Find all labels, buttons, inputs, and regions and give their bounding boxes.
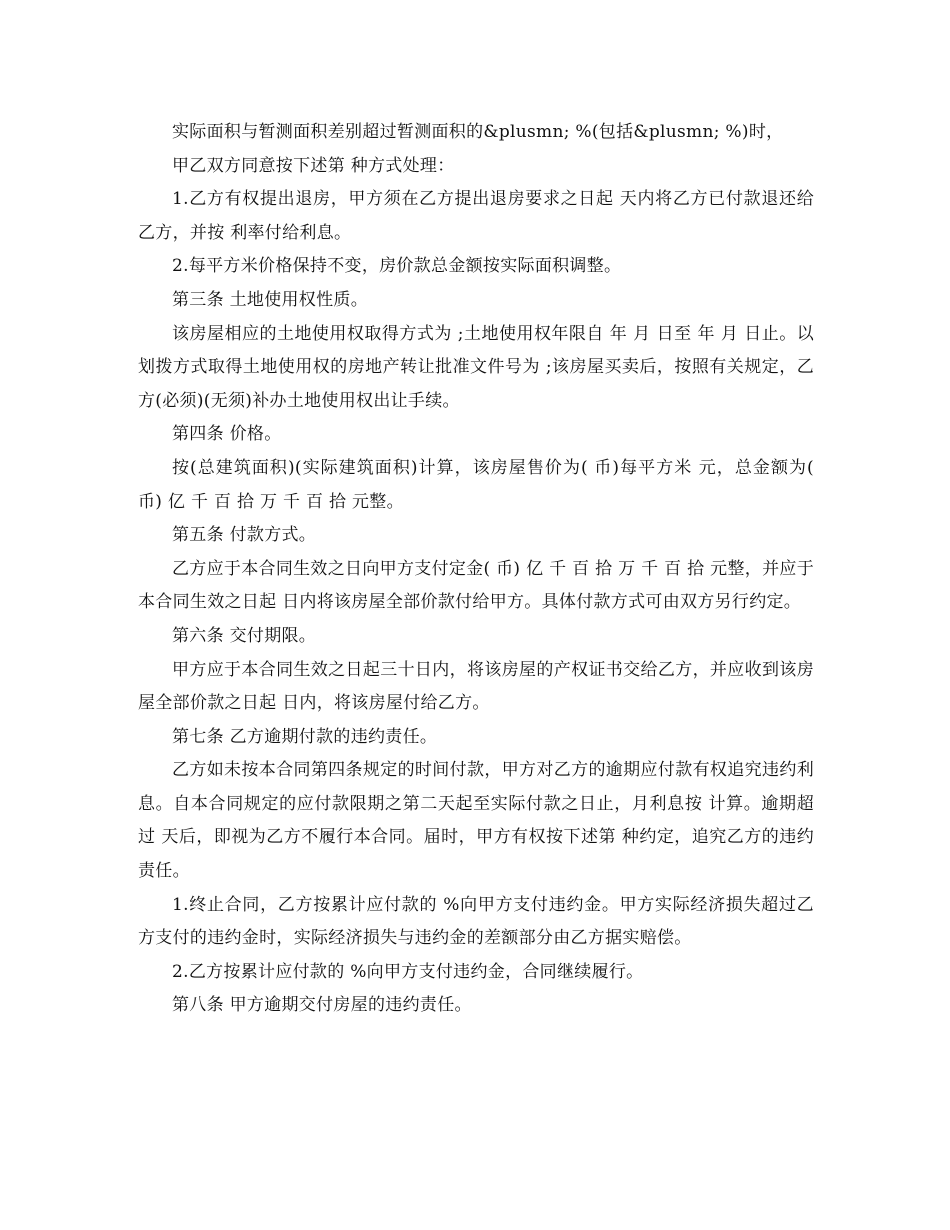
paragraph-late-payment: 乙方如未按本合同第四条规定的时间付款，甲方对乙方的逾期应付款有权追究违约利息。自本合同规定的应付款限期之第二天起至实际付款之日止，月利息按 计算。逾期超过 天后，即视为乙方不履行本合同。届时，甲方有权按下述第 种约定，追究乙方的违约责任。 [138,760,814,882]
article-3-heading: 第三条 土地使用权性质。 [172,289,369,310]
paragraph-continue-contract: 2.乙方按累计应付款的 %向甲方支付违约金，合同继续履行。 [172,961,644,982]
article-6-heading: 第六条 交付期限。 [172,625,317,646]
paragraph-handling-method: 甲乙双方同意按下述第 种方式处理： [172,155,455,176]
paragraph-option-refund: 1.乙方有权提出退房，甲方须在乙方提出退房要求之日起 天内将乙方已付款退还给乙方，并按 利率付给利息。 [138,189,814,243]
article-4-heading: 第四条 价格。 [172,424,282,445]
article-7-heading: 第七条 乙方逾期付款的违约责任。 [172,726,438,747]
paragraph-payment-method: 乙方应于本合同生效之日向甲方支付定金( 币) 亿 千 百 拾 万 千 百 拾 元整，并应于本合同生效之日起 日内将该房屋全部价款付给甲方。具体付款方式可由双方另行约定。 [138,558,814,613]
paragraph-land-use-right: 该房屋相应的土地使用权取得方式为 ;土地使用权年限自 年 月 日至 年 月 日止。以划拨方式取得土地使用权的房地产转让批准文件号为 ;该房屋买卖后，按照有关规定，乙方(必须)(无须)补办土地使用权出让手续。 [138,323,814,411]
article-5-heading: 第五条 付款方式。 [172,525,317,546]
paragraph-delivery-term: 甲方应于本合同生效之日起三十日内，将该房屋的产权证书交给乙方，并应收到该房屋全部价款之日起 日内，将该房屋付给乙方。 [138,659,814,714]
paragraph-option-adjust: 2.每平方米价格保持不变，房价款总金额按实际面积调整。 [172,256,622,277]
paragraph-terminate-contract: 1.终止合同，乙方按累计应付款的 %向甲方支付违约金。甲方实际经济损失超过乙方支付的违约金时，实际经济损失与违约金的差额部分由乙方据实赔偿。 [138,894,814,949]
document-body [138,116,814,1023]
paragraph-area-difference: 实际面积与暂测面积差别超过暂测面积的&plusmn; %(包括&plusmn; %)时， [172,122,784,142]
paragraph-price: 按(总建筑面积)(实际建筑面积)计算，该房屋售价为( 币)每平方米 元，总金额为( 币) 亿 千 百 拾 万 千 百 拾 元整。 [138,457,814,512]
article-8-heading: 第八条 甲方逾期交付房屋的违约责任。 [172,995,472,1016]
